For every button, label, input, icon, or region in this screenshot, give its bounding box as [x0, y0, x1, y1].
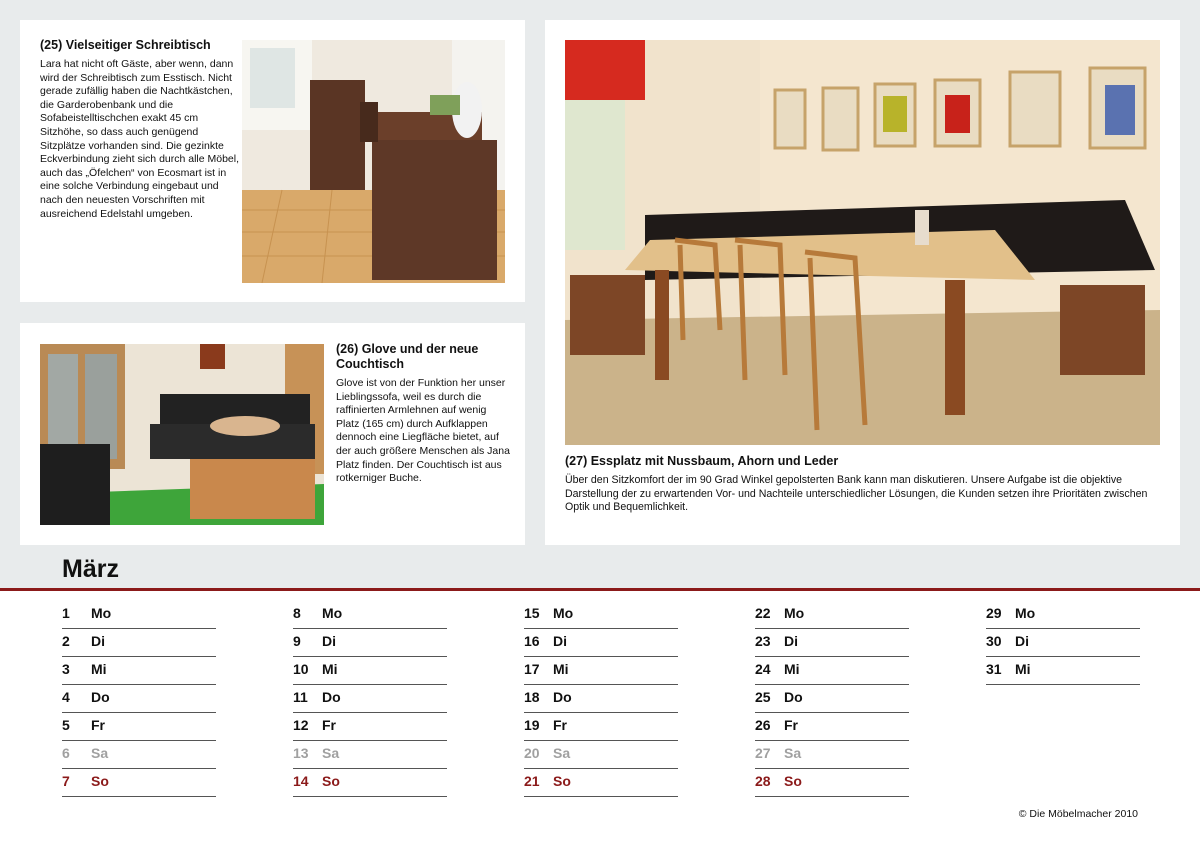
weekday: Mo — [1015, 605, 1036, 621]
calendar-column — [524, 601, 678, 797]
weekday: Do — [322, 689, 341, 705]
day-number: 19 — [524, 717, 540, 733]
calendar-day — [524, 629, 678, 657]
calendar-day — [755, 741, 909, 769]
weekday: Mo — [553, 605, 574, 621]
weekday: Mi — [1015, 661, 1031, 677]
weekday: So — [553, 773, 571, 789]
calendar-day — [524, 601, 678, 629]
photo-desk — [242, 40, 505, 283]
day-number: 14 — [293, 773, 309, 789]
day-number: 4 — [62, 689, 70, 705]
day-number: 24 — [755, 661, 771, 677]
day-number: 20 — [524, 745, 540, 761]
weekday: Fr — [784, 717, 798, 733]
calendar-column — [62, 601, 216, 797]
day-number: 9 — [293, 633, 301, 649]
calendar-day — [293, 741, 447, 769]
calendar-day — [986, 601, 1140, 629]
calendar-day — [755, 685, 909, 713]
calendar-day — [293, 713, 447, 741]
caption-title: (27) Essplatz mit Nussbaum, Ahorn und Leder — [565, 454, 839, 468]
day-number: 26 — [755, 717, 771, 733]
day-number: 2 — [62, 633, 70, 649]
caption-title: (25) Vielseitiger Schreibtisch — [40, 38, 211, 52]
weekday: Sa — [322, 745, 340, 761]
weekday: Di — [322, 633, 336, 649]
day-number: 5 — [62, 717, 70, 733]
photo-sofa — [40, 344, 324, 525]
weekday: Mi — [784, 661, 800, 677]
panel-vielseitiger-schreibtisch — [20, 20, 525, 302]
day-number: 11 — [293, 689, 308, 705]
weekday: Mi — [91, 661, 107, 677]
day-number: 27 — [755, 745, 771, 761]
day-number: 17 — [524, 661, 540, 677]
day-number: 7 — [62, 773, 70, 789]
calendar-day — [524, 685, 678, 713]
calendar-day — [524, 741, 678, 769]
day-number: 30 — [986, 633, 1002, 649]
weekday: Fr — [322, 717, 336, 733]
day-number: 1 — [62, 605, 70, 621]
caption-body: Glove ist von der Funktion her unser Lieblingssofa, weil es durch die raffinierten Armlehnen auf wenig Platz (165 cm) durch Aufklappen dennoch eine Liegfläche bietet, auf der auch größere Menschen als Jana Platz finden. Der Couchtisch ist aus rotkerniger Buche. — [336, 377, 510, 485]
weekday: Di — [784, 633, 798, 649]
calendar-day — [62, 601, 216, 629]
day-number: 18 — [524, 689, 540, 705]
weekday: Sa — [553, 745, 571, 761]
day-number: 28 — [755, 773, 771, 789]
calendar-day — [524, 657, 678, 685]
calendar-day — [62, 685, 216, 713]
calendar-day — [986, 657, 1140, 685]
calendar-day — [755, 713, 909, 741]
caption-title: (26) Glove und der neue Couchtisch — [336, 342, 479, 371]
calendar-day — [755, 657, 909, 685]
day-number: 10 — [293, 661, 309, 677]
calendar-day — [293, 769, 447, 797]
calendar-day — [293, 629, 447, 657]
weekday: Sa — [91, 745, 109, 761]
calendar-day — [293, 685, 447, 713]
photo-dining — [565, 40, 1160, 445]
day-number: 16 — [524, 633, 540, 649]
weekday: Do — [784, 689, 803, 705]
calendar-day — [755, 629, 909, 657]
calendar-day — [62, 713, 216, 741]
panel-essplatz — [545, 20, 1180, 545]
weekday: Fr — [553, 717, 567, 733]
weekday: Sa — [784, 745, 802, 761]
day-number: 25 — [755, 689, 771, 705]
weekday: Di — [553, 633, 567, 649]
calendar-column — [986, 601, 1140, 685]
weekday: Mo — [784, 605, 805, 621]
calendar-day — [524, 769, 678, 797]
calendar-day — [293, 657, 447, 685]
day-number: 12 — [293, 717, 309, 733]
weekday: So — [784, 773, 802, 789]
calendar-day — [293, 601, 447, 629]
day-number: 13 — [293, 745, 309, 761]
day-number: 15 — [524, 605, 540, 621]
caption-body: Über den Sitzkomfort der im 90 Grad Winkel gepolsterten Bank kann man diskutieren. Unsere Aufgabe ist die objektive Darstellung der zu erwartenden Vor- und Nachteile unterschiedlicher Lösungen, die Kunden setzen ihre Prioritäten zwischen Optik und Bequemlichkeit. — [565, 474, 1148, 514]
weekday: Di — [1015, 633, 1029, 649]
caption-body: Lara hat nicht oft Gäste, aber wenn, dann wird der Schreibtisch zum Esstisch. Nicht gerade zufällig haben die Nachtkästchen, die Garderobenbank und die Sofabeistelltischchen exakt 45 cm Sitzhöhe, so dass auch genügend Sitzplätze vorhanden sind. Die gezinkte Eckverbindung zieht sich durch alle Möbel, auch das „Öfelchen“ von Ecosmart ist in eine solche Verbindung eingebaut und nach den neuesten Vorschriften mit ausreichend Edelstahl umgeben. — [40, 58, 240, 220]
caption-27 — [565, 454, 1165, 515]
calendar-day — [62, 741, 216, 769]
day-number: 6 — [62, 745, 70, 761]
calendar-day — [62, 657, 216, 685]
weekday: Fr — [91, 717, 105, 733]
calendar-day — [524, 713, 678, 741]
caption-25 — [40, 38, 240, 221]
weekday: Do — [91, 689, 110, 705]
weekday: Mo — [322, 605, 343, 621]
calendar-column — [755, 601, 909, 797]
calendar-day — [986, 629, 1140, 657]
weekday: So — [91, 773, 109, 789]
panel-glove-couchtisch — [20, 323, 525, 545]
weekday: Mi — [553, 661, 569, 677]
calendar-day — [62, 629, 216, 657]
day-number: 29 — [986, 605, 1002, 621]
day-number: 8 — [293, 605, 301, 621]
calendar-day — [62, 769, 216, 797]
day-number: 21 — [524, 773, 540, 789]
day-number: 23 — [755, 633, 771, 649]
day-number: 3 — [62, 661, 70, 677]
weekday: Mo — [91, 605, 112, 621]
calendar-day — [755, 601, 909, 629]
day-number: 31 — [986, 661, 1002, 677]
day-number: 22 — [755, 605, 771, 621]
month-title: März — [62, 555, 119, 583]
weekday: So — [322, 773, 340, 789]
weekday: Do — [553, 689, 572, 705]
caption-26 — [336, 342, 511, 486]
weekday: Mi — [322, 661, 338, 677]
weekday: Di — [91, 633, 105, 649]
copyright: © Die Möbelmacher 2010 — [1018, 808, 1138, 820]
calendar-day — [755, 769, 909, 797]
calendar-column — [293, 601, 447, 797]
month-divider — [0, 588, 1200, 591]
